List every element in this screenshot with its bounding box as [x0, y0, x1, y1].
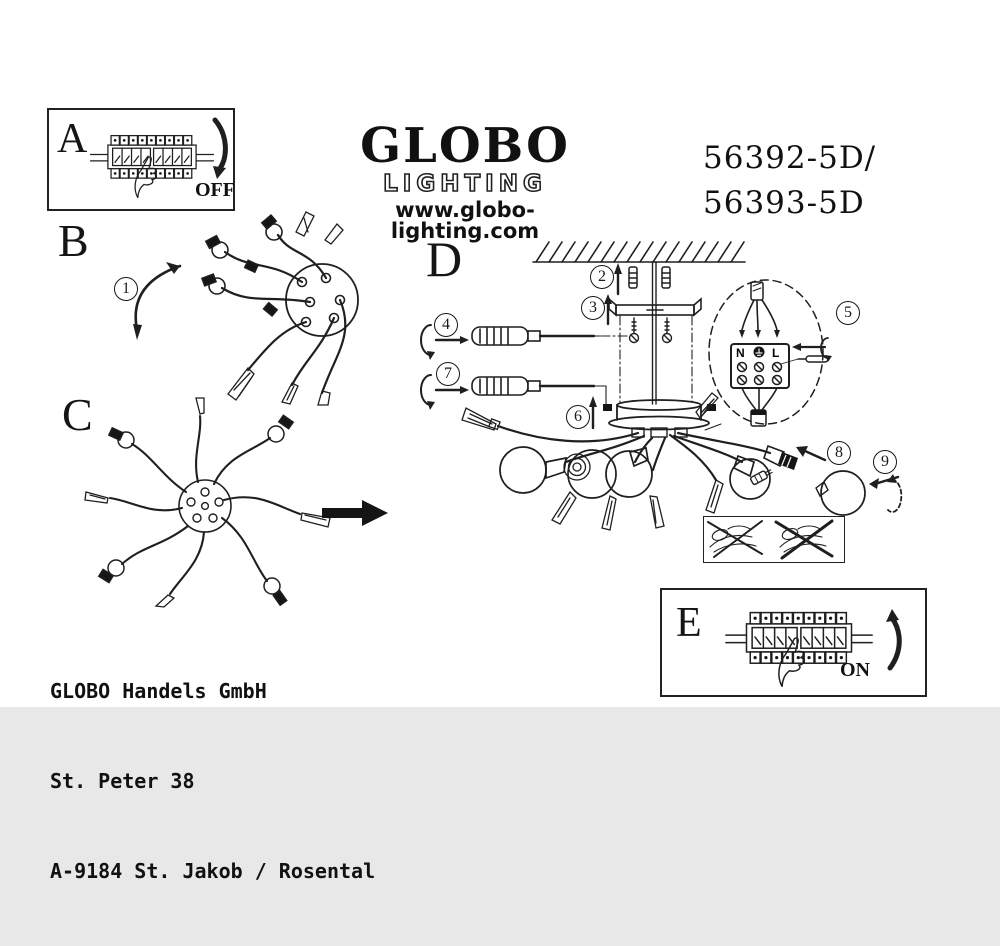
off-label: OFF	[195, 179, 235, 201]
up-arrow-icon-step2	[614, 263, 622, 294]
terminal-l-label: L	[772, 346, 780, 360]
right-arrow-icon-step7	[436, 386, 469, 394]
next-step-arrow-icon	[322, 500, 388, 526]
screwdriver-icon	[472, 327, 600, 345]
right-arrow-icon-step4	[436, 336, 469, 344]
model-number-1: 56392-5D/	[703, 140, 877, 176]
canopy	[603, 400, 716, 437]
brand-website: www.globo-lighting.com	[390, 198, 540, 243]
model-numbers	[703, 136, 876, 226]
warning-no-touch-box	[703, 516, 845, 563]
terminal-arrow-icon	[792, 343, 825, 351]
rotate-arrow-icon-step9	[887, 474, 901, 512]
brand-tagline: LIGHTING	[383, 171, 547, 197]
step-circle-6: 6	[566, 405, 590, 429]
mounting-bracket	[609, 299, 701, 315]
lamp-holder-icons	[202, 215, 282, 316]
no-bare-hands-icons	[704, 517, 842, 560]
rotate-arrow-icon-step4	[421, 325, 435, 360]
rotate-arrow-icon-step7	[421, 375, 435, 410]
glass-globes	[500, 447, 770, 499]
address-line-1: GLOBO Handels GmbH	[50, 679, 267, 703]
power-off-arrow-icon	[207, 118, 233, 180]
lamp-socket	[764, 446, 798, 470]
section-letter-c: C	[62, 389, 93, 440]
bundled-chandelier-illustration	[100, 210, 390, 405]
step-circle-5: 5	[836, 301, 860, 325]
step-circle-9: 9	[873, 450, 897, 474]
screw-icons	[630, 318, 672, 343]
section-letter-a: A	[57, 116, 88, 162]
step-circle-7: 7	[436, 362, 460, 386]
insert-arrow-icon-step8	[796, 446, 825, 460]
up-arrow-icon-step6	[589, 396, 597, 428]
spread-chandelier-illustration	[52, 396, 392, 607]
mounting-diagram	[420, 231, 932, 572]
tassel-icons	[228, 212, 343, 405]
tassel-icons	[85, 398, 330, 607]
on-label: ON	[840, 659, 870, 681]
mains-wire	[653, 262, 657, 404]
supply-cable	[739, 282, 780, 338]
step-circle-1: 1	[114, 277, 138, 301]
section-letter-e: E	[676, 600, 702, 646]
wiring-detail-circle	[709, 280, 823, 424]
ceiling-hatch	[533, 242, 745, 262]
step-circle-8: 8	[827, 441, 851, 465]
address-line-3: A-9184 St. Jakob / Rosental	[50, 859, 376, 883]
model-number-2: 56393-5D	[703, 184, 865, 221]
address-block	[50, 616, 375, 946]
wall-plug-icons	[629, 267, 670, 288]
section-letter-b: B	[58, 215, 89, 266]
panel-e-box	[660, 588, 927, 697]
panel-a-box	[47, 108, 235, 211]
step-circle-4: 4	[434, 313, 458, 337]
address-line-2: St. Peter 38	[50, 769, 195, 793]
screwdriver-icon	[472, 377, 600, 395]
brand-logo: GLOBO	[360, 118, 570, 174]
terminal-n-label: N	[736, 346, 745, 360]
glass-globe-loose	[816, 471, 865, 515]
power-on-arrow-icon	[880, 606, 906, 672]
fold-arrow-icon	[133, 262, 180, 340]
up-arrow-icon-step3	[604, 294, 612, 324]
section-letter-d: D	[426, 231, 463, 287]
step-circle-2: 2	[590, 265, 614, 289]
step-circle-3: 3	[581, 296, 605, 320]
alignment-guides	[550, 316, 692, 402]
